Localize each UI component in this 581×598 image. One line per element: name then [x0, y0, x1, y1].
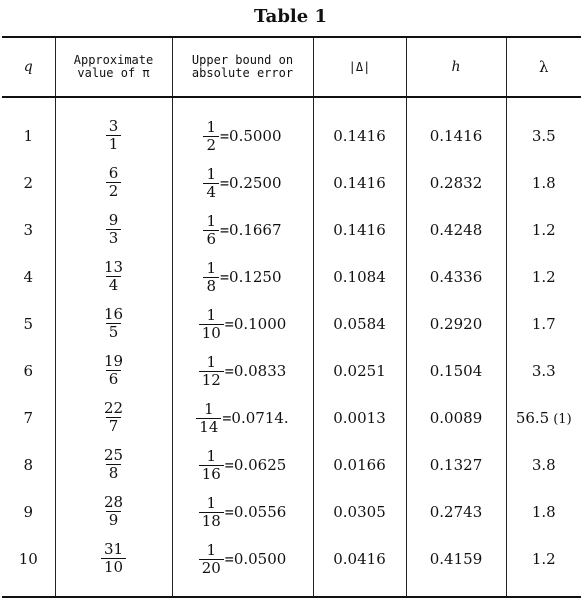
error-numerator: 1: [206, 211, 216, 230]
lambda-value: 1.8: [531, 173, 556, 192]
cell-delta: [313, 159, 406, 206]
error-decimal: 0.5000: [229, 127, 282, 145]
error-fraction: [199, 542, 224, 577]
error-fraction: [199, 354, 224, 389]
approx-fraction: [101, 259, 126, 294]
header-lambda: λ: [506, 37, 581, 97]
error-numerator: 1: [206, 352, 216, 371]
table-title: Table 1: [253, 6, 327, 27]
cell-q: [2, 394, 55, 441]
cell-bound: [172, 488, 313, 535]
approx-numerator: 19: [103, 352, 124, 370]
cell-delta: [313, 347, 406, 394]
cell-delta: [313, 441, 406, 488]
cell-approx: [55, 159, 172, 206]
error-denominator: 4: [203, 183, 219, 201]
error-fraction: [203, 260, 219, 295]
h-value: 0.1416: [429, 126, 483, 145]
approx-numerator: 22: [103, 399, 124, 417]
cell-bound: [172, 441, 313, 488]
cell-h: [406, 394, 506, 441]
error-equals: =: [224, 315, 234, 333]
cell-approx: [55, 441, 172, 488]
cell-lambda: [506, 488, 581, 535]
delta-value: 0.0013: [333, 408, 386, 427]
header-q: q: [2, 37, 55, 97]
error-numerator: 1: [204, 399, 214, 418]
cell-q: [2, 206, 55, 253]
cell-q: [2, 253, 55, 300]
error-denominator: 8: [203, 277, 219, 295]
cell-h: [406, 300, 506, 347]
q-value: 1: [23, 126, 34, 145]
cell-bound: [172, 394, 313, 441]
approx-fraction: [106, 165, 122, 200]
error-decimal: 0.0556: [233, 503, 287, 521]
error-denominator: 18: [199, 512, 224, 530]
approx-numerator: 28: [103, 493, 124, 511]
cell-bound: [172, 253, 313, 300]
cell-q: [2, 535, 55, 597]
error-decimal: 0.1250: [229, 268, 282, 286]
header-bound: Upper bound on absolute error: [172, 37, 313, 97]
error-numerator: 1: [206, 493, 216, 512]
error-fraction: [199, 307, 224, 342]
table-row: [2, 300, 581, 347]
delta-value: 0.0166: [333, 455, 386, 474]
q-value: 7: [23, 408, 34, 427]
lambda-value: 1.2: [531, 220, 556, 239]
error-numerator: 1: [206, 164, 216, 183]
approx-numerator: 31: [103, 540, 124, 558]
h-value: 0.4336: [429, 267, 483, 286]
table-row: [2, 253, 581, 300]
error-decimal: 0.0833: [233, 362, 287, 380]
error-decimal: 0.0625: [233, 456, 287, 474]
error-decimal: 0.0500: [233, 550, 287, 568]
delta-value: 0.0584: [333, 314, 386, 333]
approx-denominator: 3: [106, 229, 122, 247]
error-denominator: 20: [199, 559, 224, 577]
cell-h: [406, 535, 506, 597]
error-fraction: [203, 166, 219, 201]
q-value: 10: [18, 549, 38, 568]
error-equals: =: [222, 409, 232, 427]
approx-numerator: 25: [103, 446, 124, 464]
lambda-value: 1.2: [531, 549, 556, 568]
lambda-value: 56.5: [515, 408, 550, 427]
approx-numerator: 9: [108, 211, 119, 229]
approx-denominator: 4: [106, 276, 122, 294]
q-value: 2: [23, 173, 34, 192]
approx-denominator: 2: [106, 182, 122, 200]
table-row: [2, 206, 581, 253]
header-delta: |Δ|: [313, 37, 406, 97]
delta-value: 0.1416: [333, 173, 386, 192]
error-denominator: 14: [196, 418, 221, 436]
cell-lambda: [506, 347, 581, 394]
approx-denominator: 10: [101, 558, 126, 576]
approx-numerator: 13: [103, 258, 124, 276]
cell-delta: [313, 253, 406, 300]
cell-h: [406, 253, 506, 300]
cell-delta: [313, 394, 406, 441]
cell-bound: [172, 159, 313, 206]
cell-bound: [172, 347, 313, 394]
error-denominator: 16: [199, 465, 224, 483]
error-decimal: 0.1000: [233, 315, 287, 333]
lambda-value: 1.7: [531, 314, 556, 333]
header-approx: Approximate value of π: [55, 37, 172, 97]
cell-approx: [55, 253, 172, 300]
approx-fraction: [101, 447, 126, 482]
cell-lambda: [506, 253, 581, 300]
table-row: [2, 535, 581, 597]
approx-numerator: 6: [108, 164, 119, 182]
error-equals: =: [220, 221, 230, 239]
cell-lambda: [506, 97, 581, 159]
approx-denominator: 7: [106, 417, 122, 435]
cell-h: [406, 441, 506, 488]
cell-bound: [172, 535, 313, 597]
cell-delta: [313, 488, 406, 535]
error-equals: =: [224, 362, 234, 380]
approx-fraction: [101, 306, 126, 341]
cell-bound: [172, 97, 313, 159]
q-value: 4: [23, 267, 34, 286]
cell-h: [406, 206, 506, 253]
h-value: 0.1327: [429, 455, 483, 474]
lambda-value: 1.8: [531, 502, 556, 521]
cell-q: [2, 488, 55, 535]
cell-approx: [55, 347, 172, 394]
cell-q: [2, 159, 55, 206]
cell-bound: [172, 300, 313, 347]
error-fraction: [199, 448, 224, 483]
approx-denominator: 1: [106, 135, 122, 153]
error-numerator: 1: [206, 540, 216, 559]
error-fraction: [203, 213, 219, 248]
error-decimal: 0.2500: [229, 174, 282, 192]
error-equals: =: [224, 456, 234, 474]
error-denominator: 6: [203, 230, 219, 248]
error-numerator: 1: [206, 305, 216, 324]
cell-approx: [55, 300, 172, 347]
approx-denominator: 9: [106, 511, 122, 529]
delta-value: 0.0305: [333, 502, 386, 521]
q-value: 6: [23, 361, 34, 380]
cell-lambda: [506, 441, 581, 488]
cell-lambda: [506, 300, 581, 347]
cell-lambda: [506, 159, 581, 206]
cell-lambda: [506, 535, 581, 597]
error-equals: =: [220, 174, 230, 192]
h-value: 0.0089: [429, 408, 483, 427]
q-value: 3: [23, 220, 34, 239]
cell-approx: [55, 394, 172, 441]
lambda-value: 1.2: [531, 267, 556, 286]
cell-q: [2, 441, 55, 488]
lambda-value: 3.3: [531, 361, 556, 380]
approx-fraction: [101, 541, 126, 576]
cell-h: [406, 347, 506, 394]
cell-bound: [172, 206, 313, 253]
q-value: 8: [23, 455, 34, 474]
table-row: [2, 347, 581, 394]
lambda-value: 3.8: [531, 455, 556, 474]
error-decimal: 0.1667: [229, 221, 282, 239]
error-fraction: [196, 401, 221, 436]
data-table: [2, 36, 581, 598]
error-numerator: 1: [206, 446, 216, 465]
table-row: [2, 441, 581, 488]
cell-delta: [313, 206, 406, 253]
table-row: [2, 394, 581, 441]
error-equals: =: [224, 503, 234, 521]
cell-delta: [313, 97, 406, 159]
cell-delta: [313, 535, 406, 597]
error-numerator: 1: [206, 117, 216, 136]
cell-lambda: [506, 206, 581, 253]
approx-denominator: 5: [106, 323, 122, 341]
q-value: 5: [23, 314, 34, 333]
approx-fraction: [101, 494, 126, 529]
h-value: 0.4159: [429, 549, 483, 568]
approx-numerator: 3: [108, 117, 119, 135]
h-value: 0.2832: [429, 173, 483, 192]
cell-delta: [313, 300, 406, 347]
error-decimal: 0.0714.: [231, 409, 289, 427]
approx-fraction: [101, 400, 126, 435]
table-row: [2, 97, 581, 159]
h-value: 0.2920: [429, 314, 483, 333]
error-denominator: 12: [199, 371, 224, 389]
approx-denominator: 6: [106, 370, 122, 388]
error-equals: =: [220, 127, 230, 145]
cell-h: [406, 159, 506, 206]
table-row: [2, 159, 581, 206]
delta-value: 0.1084: [333, 267, 386, 286]
delta-value: 0.1416: [333, 220, 386, 239]
delta-value: 0.0416: [333, 549, 386, 568]
cell-h: [406, 97, 506, 159]
h-value: 0.2743: [429, 502, 483, 521]
error-equals: =: [224, 550, 234, 568]
error-numerator: 1: [206, 258, 216, 277]
cell-approx: [55, 535, 172, 597]
error-denominator: 10: [199, 324, 224, 342]
q-value: 9: [23, 502, 34, 521]
cell-q: [2, 300, 55, 347]
approx-numerator: 16: [103, 305, 124, 323]
cell-h: [406, 488, 506, 535]
table-row: [2, 488, 581, 535]
h-value: 0.1504: [429, 361, 483, 380]
approx-fraction: [106, 118, 122, 153]
cell-approx: [55, 206, 172, 253]
lambda-value: 3.5: [531, 126, 556, 145]
header-row: [2, 37, 581, 97]
error-fraction: [203, 119, 219, 154]
cell-q: [2, 97, 55, 159]
footnote-marker: (1): [553, 411, 572, 427]
approx-denominator: 8: [106, 464, 122, 482]
cell-approx: [55, 488, 172, 535]
h-value: 0.4248: [429, 220, 483, 239]
error-equals: =: [220, 268, 230, 286]
header-h: h: [406, 37, 506, 97]
delta-value: 0.1416: [333, 126, 386, 145]
approx-fraction: [106, 212, 122, 247]
cell-lambda: [506, 394, 581, 441]
cell-approx: [55, 97, 172, 159]
delta-value: 0.0251: [333, 361, 386, 380]
approx-fraction: [101, 353, 126, 388]
error-denominator: 2: [203, 136, 219, 154]
error-fraction: [199, 495, 224, 530]
cell-q: [2, 347, 55, 394]
